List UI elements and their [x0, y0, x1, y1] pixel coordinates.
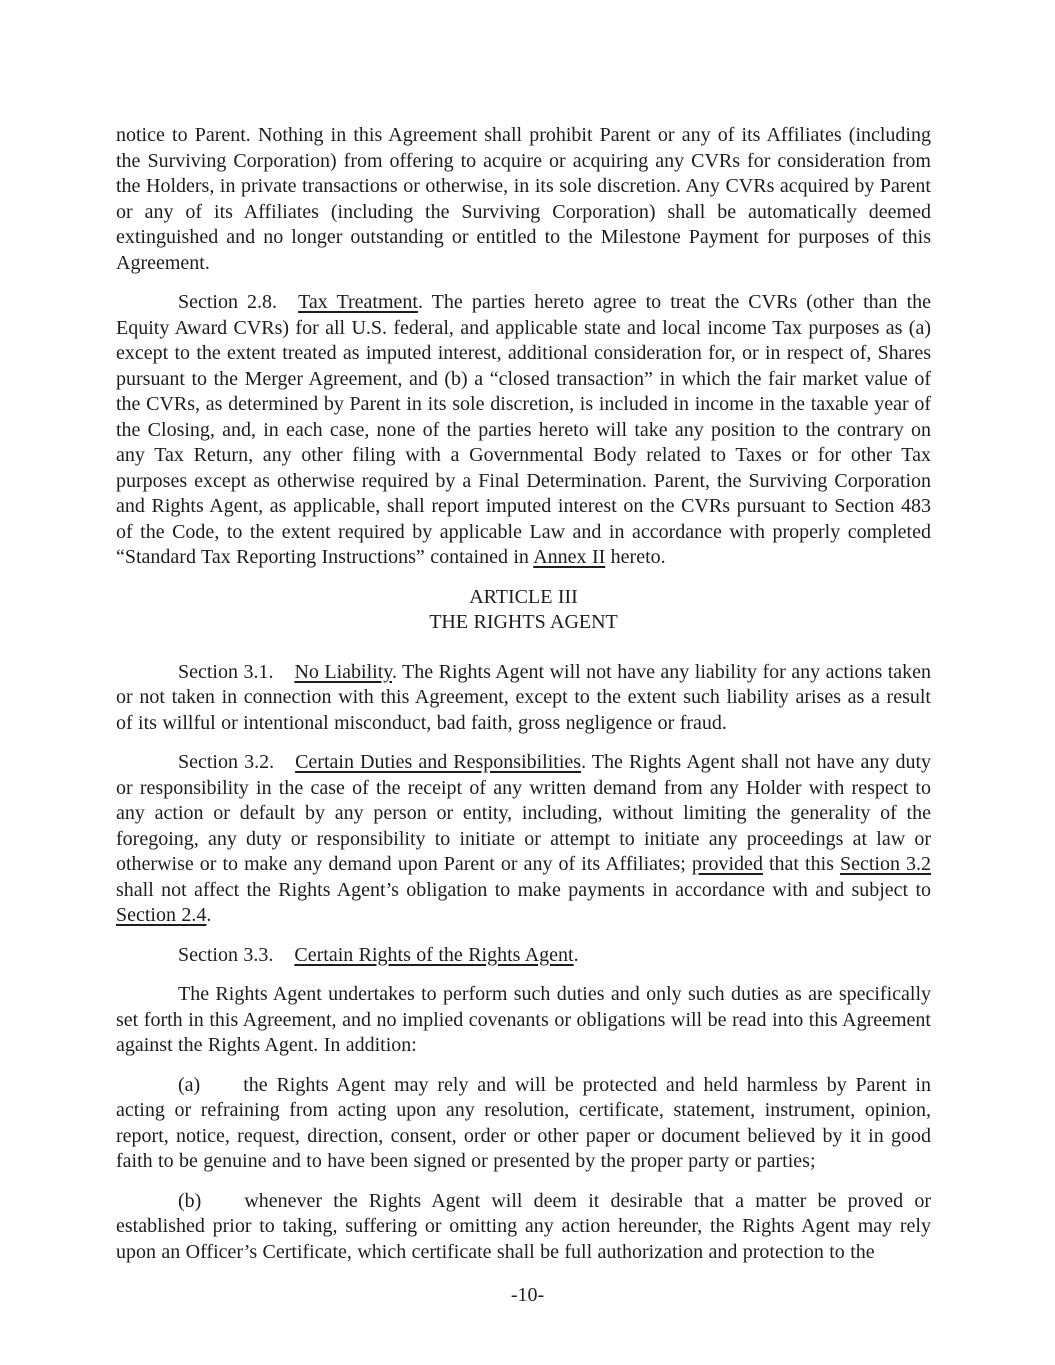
document-body [116, 123, 931, 1279]
text-run: whenever the Rights Agent will deem it desirable that a matter be proved or established prior to taking, suffering or omitting any action hereunder, the Rights Agent may rely upon an Officer’s Certificate, which certificate shall be full authorization and protection to the [116, 1189, 931, 1263]
tab-spacer [201, 1206, 244, 1207]
underlined-text-run: Section 2.4 [116, 904, 207, 926]
text-run: hereto. [605, 546, 666, 568]
text-run: The Rights Agent undertakes to perform such duties and only such duties as are specifically set forth in this Agreement, and no implied covenants or obligations will be read into this Agreement against the Rights Agent. In addition: [116, 983, 931, 1056]
tab-spacer [273, 677, 294, 678]
underlined-text-run: Certain Rights of the Rights Agent [294, 943, 574, 966]
text-run: THE RIGHTS AGENT [429, 611, 618, 633]
article-iii-subheading [116, 610, 931, 636]
text-run: . The parties hereto agree to treat the CVRs (other than the Equity Award CVRs) for all U.S. federal, and applicable state and local income Tax purposes as (a) except to the extent treated as imputed interest, additional consideration for, or in respect of, Shares pursuant to the Merger Agreement, and (b) a “closed transaction” in which the fair market value of the CVRs, as determined by Parent in its sole discretion, is included in income in the taxable year of the Closing, and, in each case, none of the parties hereto will take any position to the contrary on any Tax Return, any other filing with a Governmental Body related to Taxes or for other Tax purposes except as otherwise required by a Final Determination. Parent, the Surviving Corporation and Rights Agent, as applicable, shall report imputed interest on the CVRs pursuant to Section 483 of the Code, to the extent required by applicable Law and in accordance with properly completed “Standard Tax Reporting Instructions” contained in [116, 291, 932, 568]
section-3-3-certain-rights [116, 943, 931, 969]
text-run: the Rights Agent may rely and will be protected and held harmless by Parent in acting or refraining from acting upon any resolution, certificate, statement, instrument, opinion, report, notice, request, direction, consent, order or other paper or document believed by it in good faith to be genuine and to have been signed or presented by the proper party or parties; [116, 1073, 931, 1172]
text-run: (b) [178, 1189, 202, 1212]
tab-spacer [274, 767, 295, 768]
section-3-1-no-liability [116, 660, 931, 737]
text-run: . [573, 943, 579, 966]
text-run: Section 3.1. [178, 660, 274, 683]
text-run: that this [762, 853, 840, 875]
text-run: ARTICLE III [469, 585, 578, 608]
list-item-b [116, 1189, 931, 1266]
paragraph-notice-to-parent [116, 123, 931, 276]
page-number: -10- [510, 1284, 545, 1306]
list-item-a [116, 1073, 931, 1175]
tab-spacer [277, 307, 298, 308]
text-run: Section 3.3. [178, 943, 274, 966]
text-run: (a) [178, 1073, 201, 1096]
text-run: . The Rights Agent will not have any liability for any actions taken or not taken in connection with this Agreement, except to the extent such liability arises as a result of its willful or intentional misconduct, bad faith, gross negligence or fraud. [116, 660, 932, 734]
section-3-2-certain-duties [116, 750, 931, 929]
section-2-8-tax-treatment [116, 290, 931, 571]
underlined-text-run: Certain Duties and Responsibilities [295, 751, 582, 773]
text-run: Section 2.8. [178, 291, 278, 313]
underlined-text-run: Tax Treatment [298, 291, 418, 313]
text-run: notice to Parent. Nothing in this Agreement shall prohibit Parent or any of its Affiliates (including the Surviving Corporation) from offering to acquire or acquiring any CVRs for consideration from the Holders, in private transactions or otherwise, in its sole discretion. Any CVRs acquired by Parent or any of its Affiliates (including the Surviving Corporation) shall be automatically deemed extinguished and no longer outstanding or entitled to the Milestone Payment for purposes of this Agreement. [116, 124, 931, 274]
text-run: Section 3.2. [178, 751, 275, 773]
text-run: . The Rights Agent shall not have any duty or responsibility in the case of the receipt of any written demand from any Holder with respect to any action or default by any person or entity, including, without limiting the generality of the foregoing, any duty or responsibility to initiate or attempt to initiate any proceedings at law or otherwise or to make any demand upon Parent or any of its Affiliates; [116, 751, 931, 875]
underlined-text-run: Section 3.2 [839, 853, 932, 875]
article-iii-heading [116, 585, 931, 611]
text-run: shall not affect the Rights Agent’s obligation to make payments in accordance with and subject to [116, 878, 931, 901]
underlined-text-run: provided [691, 853, 763, 875]
tab-spacer [273, 960, 294, 961]
underlined-text-run: Annex II [533, 546, 606, 568]
paragraph-rights-agent-undertakes [116, 982, 931, 1059]
underlined-text-run: No Liability [294, 660, 392, 683]
tab-spacer [200, 1090, 243, 1091]
text-run: . [206, 904, 212, 926]
